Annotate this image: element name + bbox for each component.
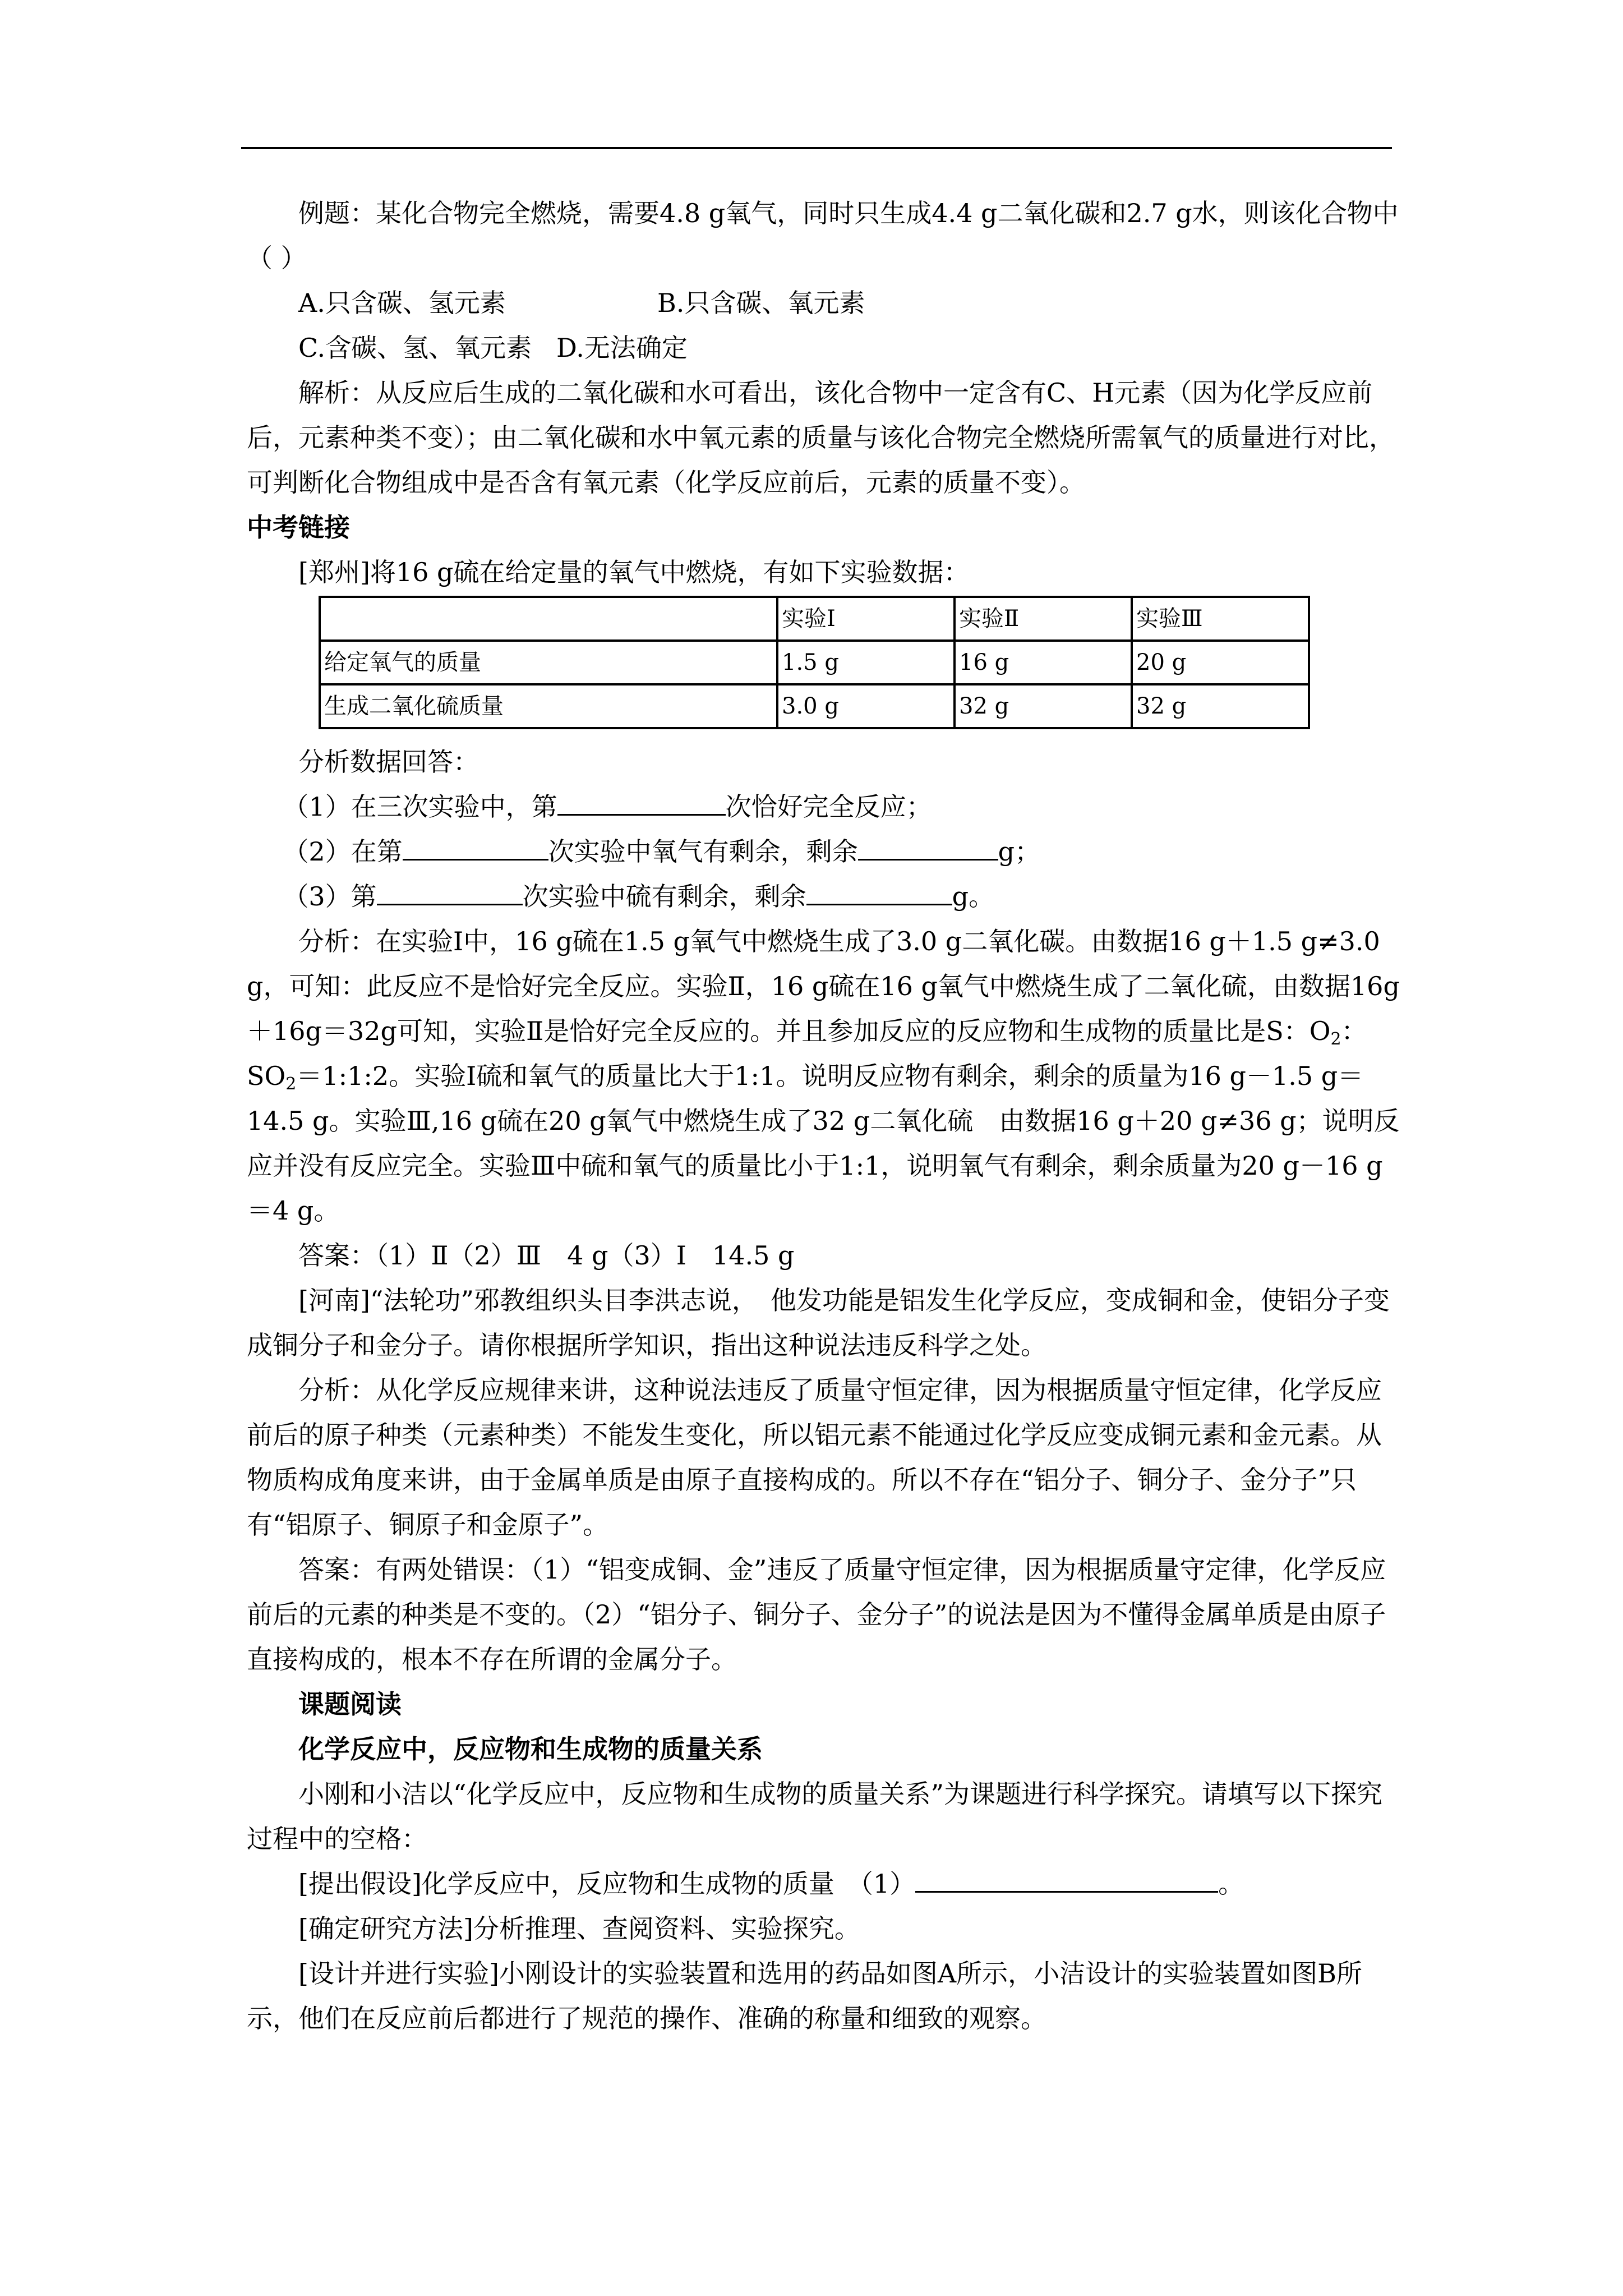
option-d: D.无法确定: [556, 333, 688, 363]
table-header-row: [320, 597, 1309, 641]
section-heading-reading: 课题阅读: [298, 1689, 402, 1719]
table-row: [320, 641, 1309, 684]
question-2-text-mid: 次实验中氧气有剩余，剩余: [548, 836, 858, 867]
option-c: C.含碳、氢、氧元素: [298, 333, 532, 363]
analysis-text: 分析：在实验Ⅰ中，16 g硫在1.5 g氧气中燃烧生成了3.0 g二氧化碳。由数据16 g＋1.5 g≠3.0 g，可知：此反应不是恰好完全反应。实验Ⅱ，16 g硫在16 g氧气中燃烧生成了二氧化硫，由数据16g＋16g＝32g可知，实验Ⅱ是恰好完全反应的。并且参加反应的反应物和生成物的质量比是S：O: [247, 926, 1400, 1046]
table-row: [320, 684, 1309, 728]
options-row-1: [247, 280, 1402, 325]
table-cell: 给定氧气的质量: [320, 641, 777, 684]
table-cell: [320, 597, 777, 641]
answer-blank[interactable]: [806, 876, 952, 905]
example-analysis: 解析：从反应后生成的二氧化碳和水可看出，该化合物中一定含有C、H元素（因为化学反应前后，元素种类不变）；由二氧化碳和水中氧元素的质量与该化合物完全燃烧所需氧气的质量进行对比，可判断化合物组成中是否含有氧元素（化学反应前后，元素的质量不变）。: [247, 378, 1395, 498]
table-cell: 生成二氧化硫质量: [320, 684, 777, 728]
table-cell: 20 g: [1132, 641, 1309, 684]
experiment-design: [设计并进行实验]小刚设计的实验装置和选用的药品如图A所示，小洁设计的实验装置如图B所示，他们在反应前后都进行了规范的操作、准确的称量和细致的观察。: [247, 1958, 1362, 2033]
zhengzhou-intro: [郑州]将16 g硫在给定量的氧气中燃烧，有如下实验数据：: [298, 557, 970, 587]
question-3: [247, 874, 1402, 919]
table-cell: 32 g: [955, 684, 1132, 728]
answer-blank[interactable]: [403, 831, 548, 861]
option-a: A.只含碳、氢元素: [298, 288, 506, 318]
hypothesis-text: [提出假设]化学反应中，反应物和生成物的质量 （1）: [298, 1869, 916, 1899]
table-cell: 实验Ⅲ: [1132, 597, 1309, 641]
question-2-text: （2）在第: [283, 836, 403, 867]
subscript: 2: [285, 1074, 297, 1094]
options-row-2: [247, 325, 1402, 370]
analysis-prompt: 分析数据回答：: [298, 747, 479, 777]
table-cell: 32 g: [1132, 684, 1309, 728]
document-body: [247, 191, 1402, 2041]
table-cell: 1.5 g: [777, 641, 955, 684]
reading-intro: 小刚和小洁以“化学反应中，反应物和生成物的质量关系”为课题进行科学探究。请填写以下探究过程中的空格：: [247, 1779, 1383, 1854]
research-method: [确定研究方法]分析推理、查阅资料、实验探究。: [298, 1913, 860, 1944]
table-cell: 实验Ⅰ: [777, 597, 955, 641]
question-2: [247, 829, 1402, 874]
question-1-text-end: 次恰好完全反应；: [725, 792, 932, 822]
header-rule: [241, 147, 1392, 149]
analysis-text: ：SO: [247, 1016, 1367, 1091]
answer-blank[interactable]: [915, 1863, 1218, 1893]
hypothesis-end: 。: [1218, 1869, 1244, 1899]
experiment-table: [319, 596, 1310, 729]
question-3-text-mid: 次实验中硫有剩余，剩余: [522, 881, 806, 912]
table-cell: 16 g: [955, 641, 1132, 684]
question-3-text-end: g。: [952, 881, 995, 912]
answer-blank[interactable]: [557, 786, 726, 816]
answer-blank[interactable]: [377, 876, 523, 905]
henan-question: [河南]“法轮功”邪教组织头目李洪志说， 他发功能是铝发生化学反应，变成铜和金，使铝分子变成铜分子和金分子。请你根据所学知识，指出这种说法违反科学之处。: [247, 1285, 1390, 1360]
answer-blank[interactable]: [858, 831, 998, 861]
question-1: [247, 784, 1402, 829]
table-cell: 3.0 g: [777, 684, 955, 728]
henan-analysis: 分析：从化学反应规律来讲，这种说法违反了质量守恒定律，因为根据质量守恒定律，化学反应前后的原子种类（元素种类）不能发生变化，所以铝元素不能通过化学反应变成铜元素和金元素。从物质构成角度来讲，由于金属单质是由原子直接构成的。所以不存在“铝分子、铜分子、金分子”只有“铝原子、铜原子和金原子”。: [247, 1375, 1382, 1540]
section-heading-links: 中考链接: [247, 512, 350, 542]
subscript: 2: [1330, 1029, 1341, 1049]
question-1-text: （1）在三次实验中，第: [283, 792, 557, 822]
example-question: 例题：某化合物完全燃烧，需要4.8 g氧气，同时只生成4.4 g二氧化碳和2.7 g水，则该化合物中 （ ）: [247, 198, 1399, 273]
zhengzhou-answer: 答案：（1）Ⅱ（2）Ⅲ 4 g（3）Ⅰ 14.5 g: [298, 1240, 795, 1271]
analysis-text: ＝1:1:2。实验Ⅰ硫和氧气的质量比大于1:1。说明反应物有剩余，剩余的质量为16 g－1.5 g＝14.5 g。实验Ⅲ,16 g硫在20 g氧气中燃烧生成了32 g二氧化硫 由数据16 g＋20 g≠36 g；说明反应并没有反应完全。实验Ⅲ中硫和氧气的质量比小于1:1，说明氧气有剩余，剩余质量为20 g－16 g＝4 g。: [247, 1061, 1400, 1226]
option-b: B.只含碳、氧元素: [657, 288, 865, 318]
hypothesis: [247, 1861, 1402, 1906]
henan-answer: 答案：有两处错误：（1）“铝变成铜、金”违反了质量守恒定律，因为根据质量守定律，化学反应前后的元素的种类是不变的。（2）“铝分子、铜分子、金分子”的说法是因为不懂得金属单质是由原子直接构成的，根本不存在所谓的金属分子。: [247, 1554, 1386, 1674]
question-3-text: （3）第: [283, 881, 377, 912]
question-2-text-end: g；: [998, 836, 1041, 867]
table-cell: 实验Ⅱ: [955, 597, 1132, 641]
reading-title: 化学反应中，反应物和生成物的质量关系: [298, 1734, 763, 1764]
zhengzhou-analysis: [247, 919, 1402, 1233]
